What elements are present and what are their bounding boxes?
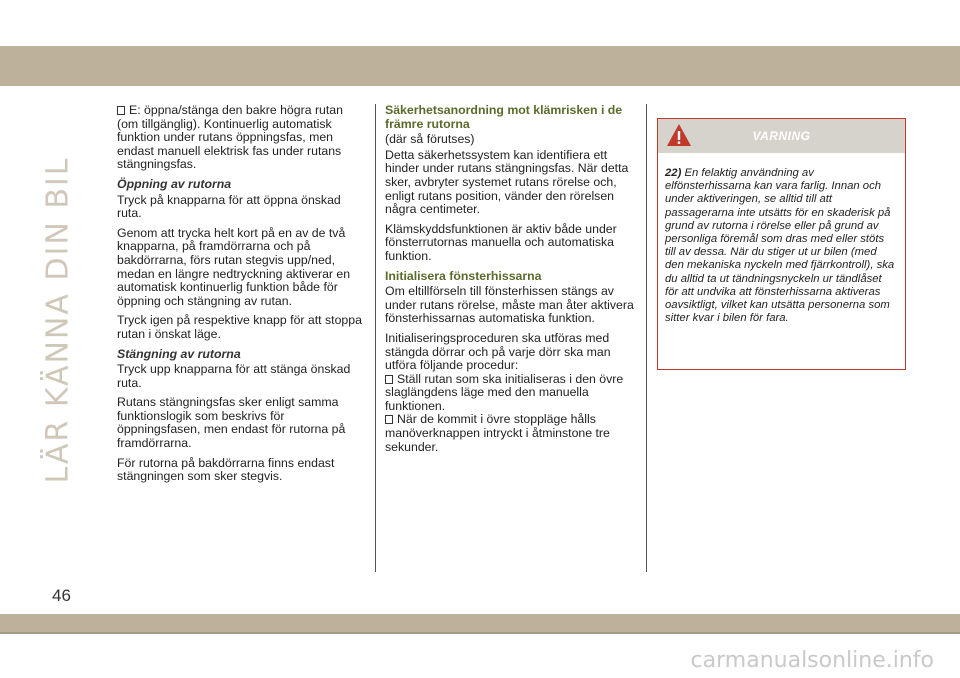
- paragraph: Detta säkerhetssystem kan identifiera ett hinder under rutans stängningsfas. När detta sker, avbryter systemet rutans rörelse och, enligt rutans position, vänder den rörelsen några centimeter.: [385, 147, 629, 217]
- checkbox-bullet-icon: [385, 375, 393, 384]
- heading-safety: Säkerhetsanordning mot klämrisken i de främre rutorna: [385, 103, 623, 131]
- warning-header: [658, 119, 905, 153]
- side-section-title: LÄR KÄNNA DIN BIL: [40, 156, 76, 484]
- bottom-band: [0, 614, 960, 632]
- bottom-line: [0, 632, 960, 634]
- bullet-text: Ställ rutan som ska initialiseras i den övre slaglängdens läge med den manuella funktionen.: [385, 371, 624, 413]
- column-middle: [385, 104, 635, 460]
- top-stripe: [0, 46, 960, 86]
- checkbox-bullet-icon: [117, 106, 125, 115]
- paragraph: För rutorna på bakdörrarna finns endast stängningen som sker stegvis.: [117, 455, 335, 484]
- column-divider: [646, 104, 647, 572]
- top-band: [0, 0, 960, 86]
- warning-body: [658, 153, 905, 325]
- column-divider: [375, 104, 376, 572]
- paragraph: Rutans stängningsfas sker enligt samma funktionslogik som beskrivs för öppningsfasen, men endast för rutorna på framdörrarna.: [117, 395, 346, 451]
- paragraph: Genom att trycka helt kort på en av de två knapparna, på framdörrarna och på bakdörrarna, förs rutan stegvis upp/ned, medan en längre nedtryckning aktiverar en automatisk kontinuerlig funktion både för öppning och stängning av rutan.: [117, 225, 351, 308]
- bullet-item: [385, 373, 635, 414]
- paragraph: Klämskyddsfunktionen är aktiv både under fönsterrutornas manuella och automatiska funktion.: [385, 221, 617, 263]
- paragraph: (där så förutses): [385, 132, 475, 147]
- watermark: carmanualsonline.info: [690, 648, 934, 673]
- page-number: 46: [52, 586, 71, 605]
- bullet-text: När de kommit i övre stoppläge hålls manöverknappen intryckt i åtminstone tre sekunder.: [385, 412, 610, 454]
- paragraph: Tryck upp knapparna för att stänga önskad ruta.: [117, 362, 351, 390]
- heading-closing: Stängning av rutorna: [117, 346, 241, 361]
- warning-label: VARNING: [752, 129, 811, 143]
- column-left: [117, 104, 365, 490]
- warning-text: En felaktig användning av elfönsterhissarna kan vara farlig. Innan och under aktiveringen, se alltid till att passagerarna inte utsätts för en skaderisk på grund av rutorna i rörelse eller på grund av personliga föremål som dras med eller stöts till av dessa. När du stiger ut ur bilen (med den mekaniska nyckeln med fjärrkontroll), ska du alltid ta ut tändningsnyckeln ur tändlåset för att undvika att fönsterhissarna aktiveras oavsiktligt, vilket kan utsätta personerna som sitter kvar i bilen för fara.: [665, 167, 895, 325]
- heading-init: Initialisera fönsterhissarna: [385, 268, 542, 283]
- paragraph: Tryck på knapparna för att öppna önskad ruta.: [117, 192, 341, 221]
- checkbox-bullet-icon: [385, 415, 393, 424]
- heading-opening: Öppning av rutorna: [117, 176, 232, 191]
- paragraph: Om eltillförseln till fönsterhissen stängs av under rutans rörelse, måste man åter aktivera fönsterhissarnas automatiska funktion.: [385, 284, 634, 326]
- warning-number: 22): [665, 167, 682, 179]
- warning-box: [657, 118, 906, 370]
- bullet-item: [117, 104, 365, 172]
- paragraph: Initialiseringsproceduren ska utföras med stängda dörrar och på varje dörr ska man utföra följande procedur:: [385, 330, 611, 373]
- paragraph: Tryck igen på respektive knapp för att stoppa rutan i önskat läge.: [117, 313, 362, 341]
- bullet-text: E: öppna/stänga den bakre högra rutan (om tillgänglig). Kontinuerlig automatisk funktion under rutans öppningsfas, men endast manuell elektrisk fas under rutans stängningsfas.: [117, 103, 343, 172]
- bullet-item: [385, 413, 635, 454]
